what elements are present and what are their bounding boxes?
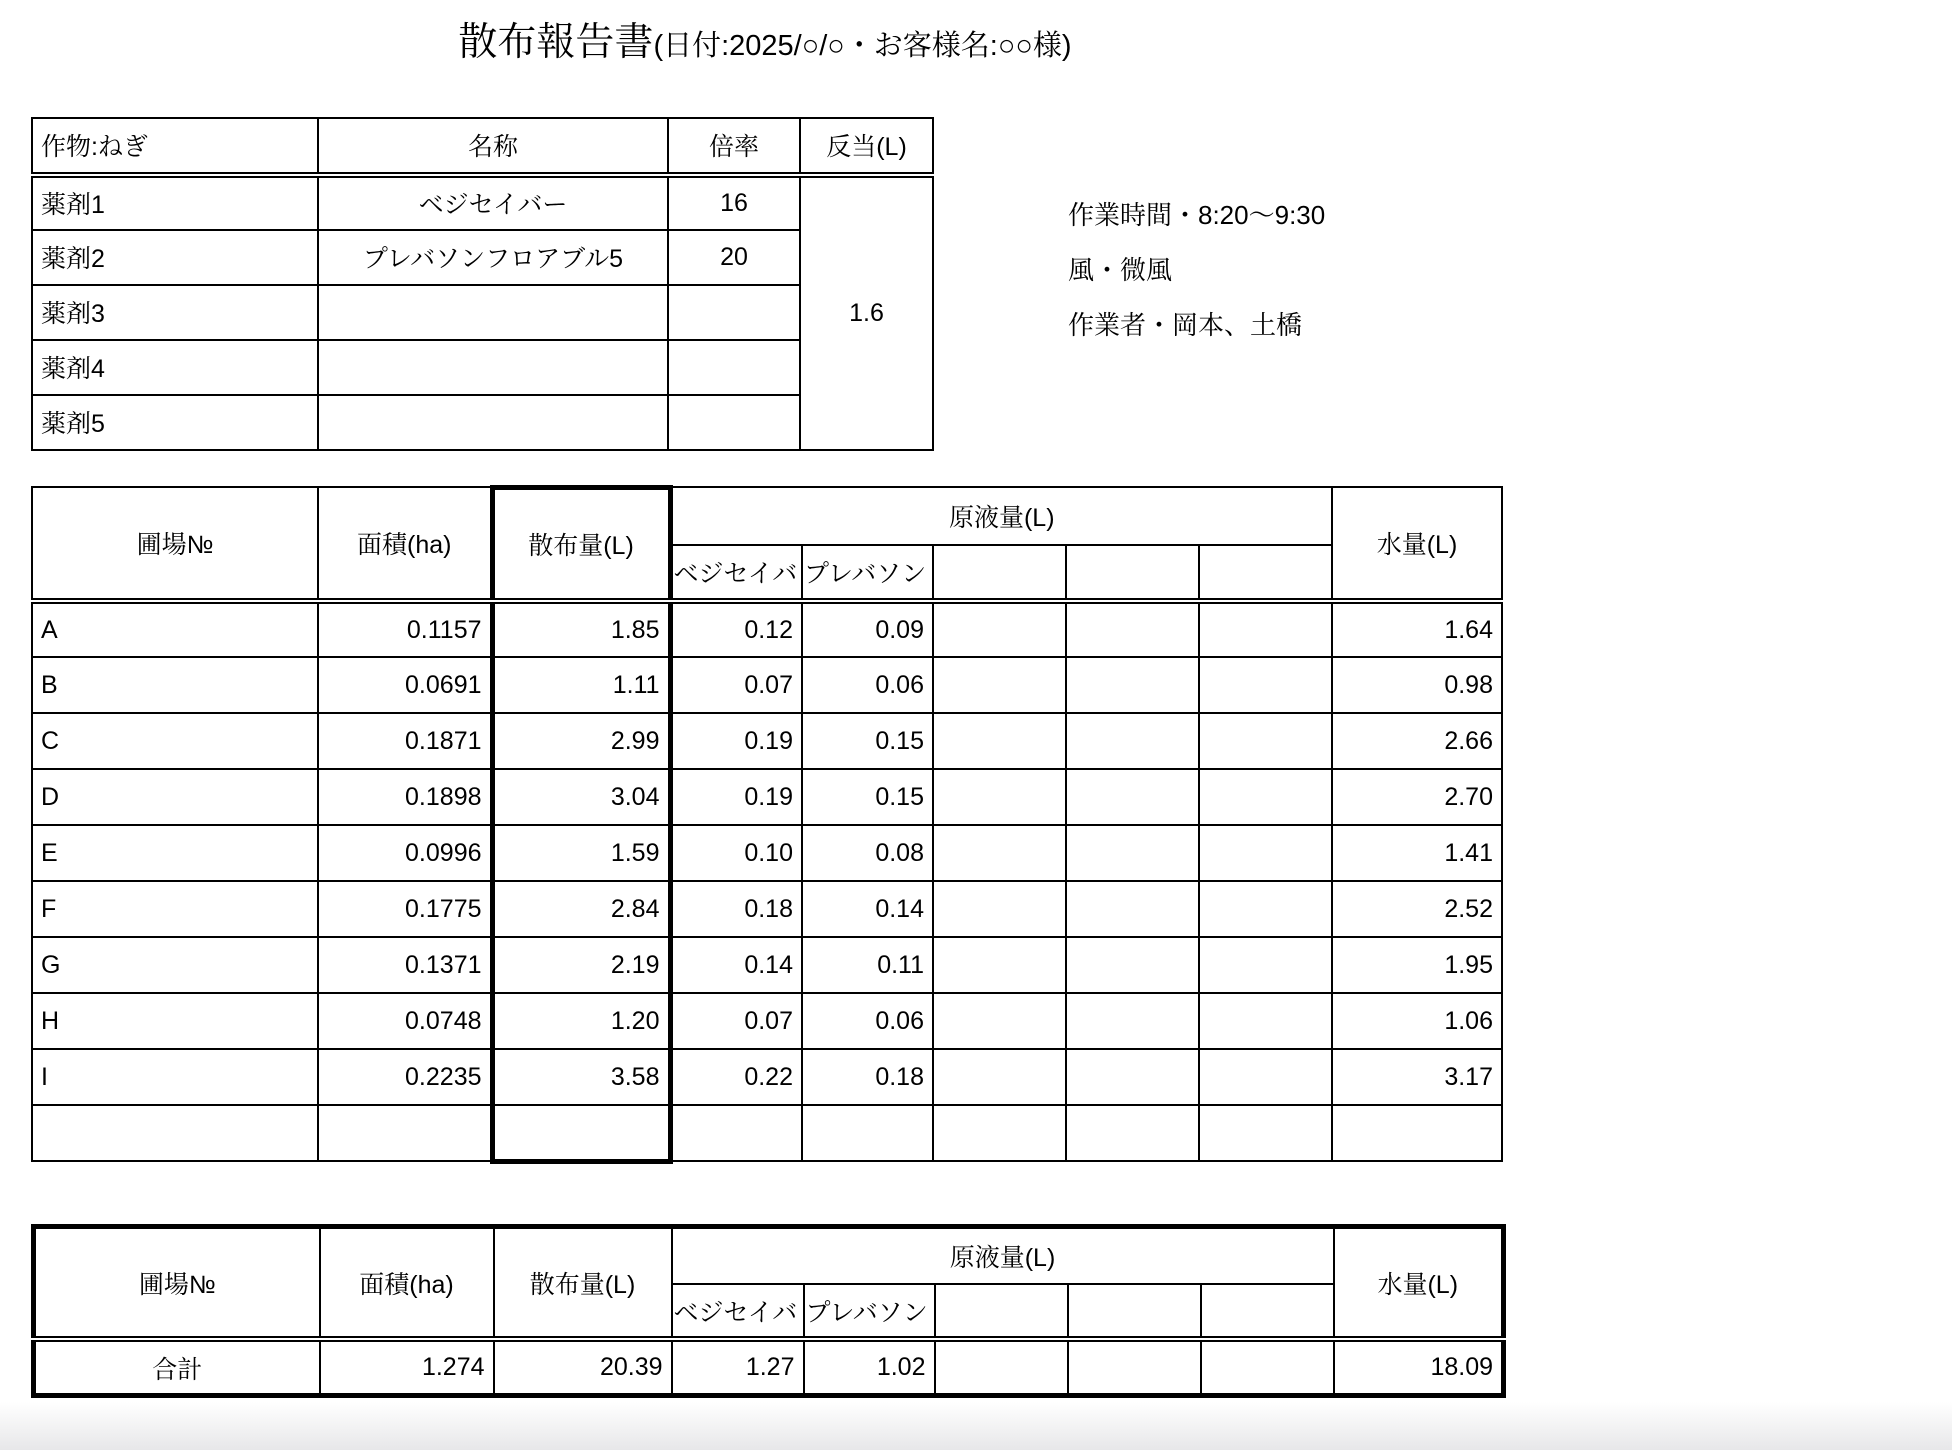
cell-spray: 2.19 (492, 937, 670, 993)
cell-stock-4 (1066, 825, 1199, 881)
chemical-ratio: 20 (668, 230, 800, 285)
per-tan-value: 1.6 (800, 175, 933, 450)
cell-total-stock-3 (935, 1339, 1068, 1395)
cell-stock-1: 0.19 (670, 713, 802, 769)
col-header-stock-sub-3 (933, 545, 1066, 601)
chemicals-header-row (32, 118, 933, 175)
col-header-spray: 散布量(L) (494, 1226, 672, 1339)
cell-water (1332, 1105, 1502, 1161)
cell-stock-5 (1199, 937, 1332, 993)
cell-field-no: I (32, 1049, 318, 1105)
work-wind: 風・微風 (1068, 255, 1173, 285)
cell-stock-2: 0.06 (802, 657, 933, 713)
cell-total-water: 18.09 (1334, 1339, 1504, 1395)
chemical-row (32, 395, 933, 450)
field-row (32, 825, 1502, 881)
col-header-stock-sub-2: プレバソン (804, 1284, 935, 1339)
chemical-name (318, 395, 668, 450)
cell-stock-4 (1066, 993, 1199, 1049)
cell-stock-1: 0.10 (670, 825, 802, 881)
cell-stock-4 (1066, 1049, 1199, 1105)
cell-stock-3 (933, 769, 1066, 825)
chemicals-table (31, 117, 934, 451)
cell-stock-1: 0.19 (670, 769, 802, 825)
col-header-stock-sub-5 (1201, 1284, 1334, 1339)
work-info (1068, 188, 1325, 353)
work-time: 作業時間・8:20〜9:30 (1068, 200, 1326, 230)
field-table-group-header-row (32, 487, 1502, 545)
cell-area: 0.0691 (318, 657, 492, 713)
cell-stock-3 (933, 937, 1066, 993)
cell-stock-3 (933, 1049, 1066, 1105)
cell-total-label: 合計 (34, 1339, 320, 1395)
cell-stock-5 (1199, 1105, 1332, 1161)
col-header-name: 名称 (318, 118, 668, 175)
cell-area: 0.1775 (318, 881, 492, 937)
field-row (32, 881, 1502, 937)
cell-stock-1: 0.07 (670, 657, 802, 713)
cell-stock-1: 0.22 (670, 1049, 802, 1105)
col-header-field-no: 圃場№ (34, 1226, 320, 1339)
cell-area: 0.0748 (318, 993, 492, 1049)
cell-stock-4 (1066, 1105, 1199, 1161)
cell-field-no (32, 1105, 318, 1161)
chemical-label: 薬剤4 (32, 340, 318, 395)
cell-stock-1: 0.18 (670, 881, 802, 937)
total-table-group-header-row (34, 1226, 1504, 1284)
cell-water: 3.17 (1332, 1049, 1502, 1105)
col-header-area: 面積(ha) (318, 487, 492, 601)
cell-total-stock-1: 1.27 (672, 1339, 804, 1395)
cell-field-no: D (32, 769, 318, 825)
cell-stock-2: 0.15 (802, 769, 933, 825)
cell-stock-2: 0.11 (802, 937, 933, 993)
field-table-body (32, 601, 1502, 1161)
cell-stock-2: 0.14 (802, 881, 933, 937)
cell-spray: 3.04 (492, 769, 670, 825)
cell-spray: 2.84 (492, 881, 670, 937)
field-row (32, 937, 1502, 993)
page-title (0, 0, 1530, 67)
cell-spray (492, 1105, 670, 1161)
cell-stock-4 (1066, 769, 1199, 825)
cell-stock-4 (1066, 937, 1199, 993)
crop-label: 作物:ねぎ (32, 118, 318, 175)
chemical-row (32, 285, 933, 340)
cell-stock-1 (670, 1105, 802, 1161)
cell-stock-2: 0.06 (802, 993, 933, 1049)
chemical-name: ベジセイバー (318, 175, 668, 230)
cell-total-stock-4 (1068, 1339, 1201, 1395)
cell-area: 0.2235 (318, 1049, 492, 1105)
field-row (32, 1105, 1502, 1161)
cell-total-stock-2: 1.02 (804, 1339, 935, 1395)
cell-stock-4 (1066, 657, 1199, 713)
cell-total-area: 1.274 (320, 1339, 494, 1395)
chemical-ratio (668, 285, 800, 340)
cell-water: 2.70 (1332, 769, 1502, 825)
cell-area: 0.1898 (318, 769, 492, 825)
work-workers: 作業者・岡本、土橋 (1068, 310, 1303, 340)
chemical-ratio (668, 340, 800, 395)
col-header-spray: 散布量(L) (492, 487, 670, 601)
cell-stock-5 (1199, 713, 1332, 769)
cell-water: 2.52 (1332, 881, 1502, 937)
cell-water: 1.64 (1332, 601, 1502, 657)
field-row (32, 769, 1502, 825)
cell-field-no: C (32, 713, 318, 769)
cell-stock-2: 0.09 (802, 601, 933, 657)
cell-stock-2 (802, 1105, 933, 1161)
field-row (32, 1049, 1502, 1105)
cell-area: 0.1157 (318, 601, 492, 657)
col-header-stock-sub-1: ベジセイバ (670, 545, 802, 601)
cell-spray: 1.85 (492, 601, 670, 657)
cell-spray: 2.99 (492, 713, 670, 769)
field-row (32, 601, 1502, 657)
cell-field-no: E (32, 825, 318, 881)
chemical-label: 薬剤3 (32, 285, 318, 340)
cell-stock-2: 0.18 (802, 1049, 933, 1105)
cell-stock-2: 0.15 (802, 713, 933, 769)
cell-stock-3 (933, 825, 1066, 881)
chemical-label: 薬剤5 (32, 395, 318, 450)
cell-spray: 1.11 (492, 657, 670, 713)
cell-stock-5 (1199, 993, 1332, 1049)
chemical-label: 薬剤2 (32, 230, 318, 285)
cell-stock-3 (933, 657, 1066, 713)
cell-stock-4 (1066, 881, 1199, 937)
cell-field-no: F (32, 881, 318, 937)
cell-stock-4 (1066, 601, 1199, 657)
chemical-label: 薬剤1 (32, 175, 318, 230)
field-row (32, 657, 1502, 713)
cell-area: 0.0996 (318, 825, 492, 881)
chemical-row (32, 175, 933, 230)
cell-spray: 3.58 (492, 1049, 670, 1105)
col-header-field-no: 圃場№ (32, 487, 318, 601)
page-title-sub: (日付:2025/○/○・お客様名:○○様) (653, 30, 1072, 62)
col-header-stock-sub-3 (935, 1284, 1068, 1339)
col-header-stock-sub-1: ベジセイバ (672, 1284, 804, 1339)
chemical-name (318, 340, 668, 395)
cell-stock-3 (933, 1105, 1066, 1161)
cell-stock-4 (1066, 713, 1199, 769)
col-header-stock-sub-4 (1068, 1284, 1201, 1339)
chemical-ratio: 16 (668, 175, 800, 230)
cell-stock-3 (933, 993, 1066, 1049)
cell-area: 0.1871 (318, 713, 492, 769)
cell-total-stock-5 (1201, 1339, 1334, 1395)
field-row (32, 993, 1502, 1049)
cell-water: 2.66 (1332, 713, 1502, 769)
total-table (31, 1224, 1506, 1398)
chemical-row (32, 340, 933, 395)
cell-spray: 1.20 (492, 993, 670, 1049)
cell-area: 0.1371 (318, 937, 492, 993)
field-table (31, 485, 1503, 1164)
cell-stock-5 (1199, 601, 1332, 657)
cell-area (318, 1105, 492, 1161)
col-header-water: 水量(L) (1332, 487, 1502, 601)
col-header-stock: 原液量(L) (672, 1226, 1334, 1284)
cell-stock-2: 0.08 (802, 825, 933, 881)
cell-stock-1: 0.07 (670, 993, 802, 1049)
cell-stock-1: 0.12 (670, 601, 802, 657)
cell-field-no: A (32, 601, 318, 657)
cell-stock-3 (933, 601, 1066, 657)
cell-spray: 1.59 (492, 825, 670, 881)
cell-stock-5 (1199, 769, 1332, 825)
cell-stock-3 (933, 881, 1066, 937)
chemical-name: プレバソンフロアブル5 (318, 230, 668, 285)
cell-water: 1.95 (1332, 937, 1502, 993)
col-header-stock: 原液量(L) (670, 487, 1332, 545)
chemical-row (32, 230, 933, 285)
cell-field-no: B (32, 657, 318, 713)
chemical-ratio (668, 395, 800, 450)
cell-stock-5 (1199, 881, 1332, 937)
field-row (32, 713, 1502, 769)
col-header-stock-sub-4 (1066, 545, 1199, 601)
cell-stock-5 (1199, 1049, 1332, 1105)
cell-water: 1.06 (1332, 993, 1502, 1049)
cell-stock-3 (933, 713, 1066, 769)
chemical-name (318, 285, 668, 340)
col-header-water: 水量(L) (1334, 1226, 1504, 1339)
col-header-stock-sub-5 (1199, 545, 1332, 601)
cell-stock-1: 0.14 (670, 937, 802, 993)
col-header-stock-sub-2: プレバソン (802, 545, 933, 601)
col-header-area: 面積(ha) (320, 1226, 494, 1339)
page-bottom-fade (0, 1402, 1952, 1450)
cell-field-no: G (32, 937, 318, 993)
cell-water: 0.98 (1332, 657, 1502, 713)
col-header-ratio: 倍率 (668, 118, 800, 175)
cell-field-no: H (32, 993, 318, 1049)
cell-stock-5 (1199, 657, 1332, 713)
page-title-main: 散布報告書 (458, 21, 654, 64)
cell-total-spray: 20.39 (494, 1339, 672, 1395)
cell-water: 1.41 (1332, 825, 1502, 881)
cell-stock-5 (1199, 825, 1332, 881)
total-row (34, 1339, 1504, 1395)
col-header-per-tan: 反当(L) (800, 118, 933, 175)
